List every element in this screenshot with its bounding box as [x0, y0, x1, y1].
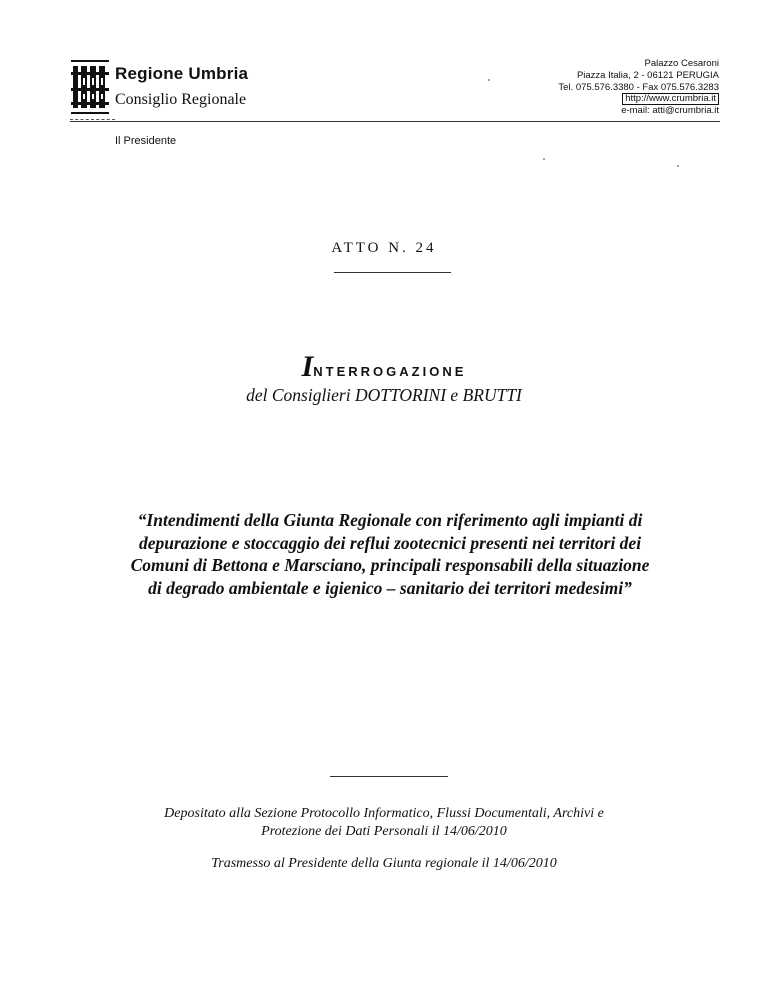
- document-type-rest: NTERROGAZIONE: [313, 364, 467, 379]
- deposit-note: [0, 805, 768, 840]
- subject-text: [110, 509, 670, 599]
- header-divider-dashed: [70, 119, 115, 120]
- regione-umbria-emblem-icon: [70, 58, 110, 116]
- scan-speck: [543, 158, 545, 160]
- document-type: [0, 350, 768, 384]
- email-link[interactable]: e-mail: atti@crumbria.it: [621, 105, 719, 117]
- brand-subtitle: Consiglio Regionale: [115, 91, 247, 108]
- scan-speck: [488, 79, 490, 81]
- contact-block: [558, 58, 719, 117]
- address-street: Piazza Italia, 2 - 06121 PERUGIA: [576, 69, 719, 81]
- brand-title: Regione Umbria: [115, 64, 249, 83]
- subject-line: “Intendimenti della Giunta Regionale con riferimento agli impianti di: [137, 510, 643, 530]
- transmit-note: Trasmesso al Presidente della Giunta regionale il 14/06/2010: [211, 856, 557, 871]
- subject-line: di degrado ambientale e igienico – sanitario dei territori medesimi”: [148, 577, 632, 598]
- atto-underline: [334, 272, 451, 273]
- deposit-line: Protezione dei Dati Personali il 14/06/2010: [261, 823, 507, 839]
- website-link[interactable]: http://www.crumbria.it: [622, 93, 719, 105]
- document-type-initial: I: [301, 350, 314, 383]
- address-building: Palazzo Cesaroni: [644, 58, 719, 69]
- authors-line: del Consiglieri DOTTORINI e BRUTTI: [246, 385, 522, 405]
- deposit-line: Depositato alla Sezione Protocollo Informatico, Flussi Documentali, Archivi e: [164, 806, 604, 821]
- phone-fax: Tel. 075.576.3380 - Fax 075.576.3283: [558, 81, 719, 93]
- president-label: Il Presidente: [115, 135, 177, 147]
- subject-line: depurazione e stoccaggio dei reflui zootecnici presenti nei territori dei: [138, 532, 642, 553]
- header-divider: [70, 121, 720, 122]
- atto-number: ATTO N. 24: [331, 240, 437, 256]
- scan-speck: [677, 165, 679, 167]
- footer-divider: [330, 776, 448, 777]
- subject-line: Comuni di Bettona e Marsciano, principali responsabili della situazione: [130, 555, 650, 575]
